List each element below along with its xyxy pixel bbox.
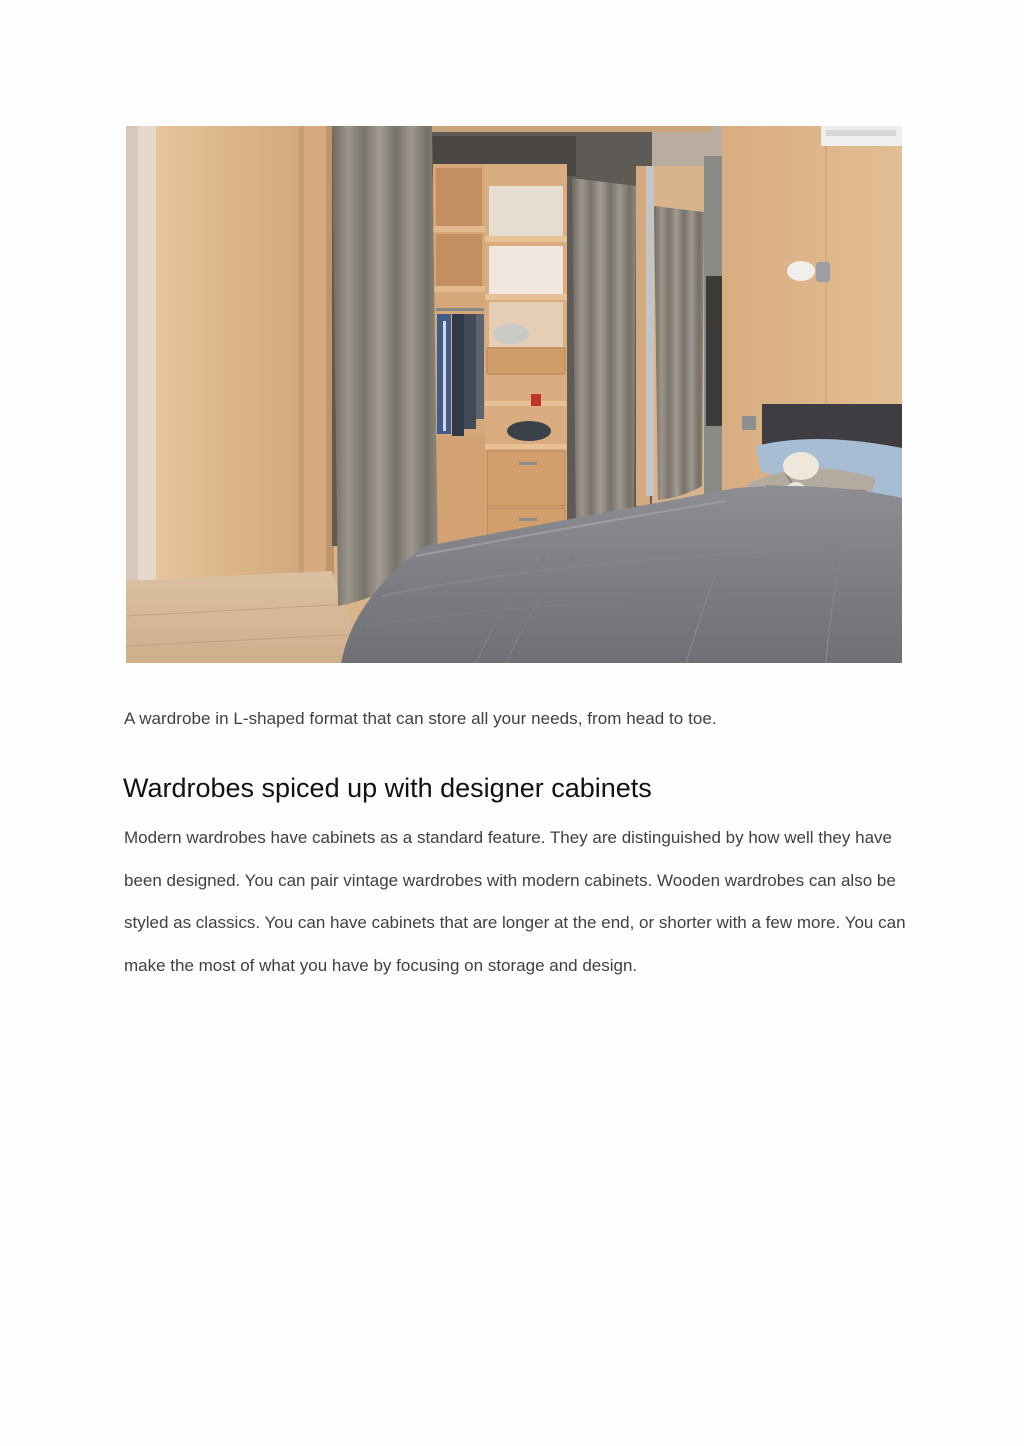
section-paragraph: Modern wardrobes have cabinets as a standard feature. They are distinguished by how well they have been designed. You can pair vintage wardrobes with modern cabinets. Wooden wardrobes can also be styled as classics. You can have cabinets that are longer at the end, or shorter with a few more. You can make the most of what you have by focusing on storage and design. — [124, 828, 906, 975]
image-caption: A wardrobe in L-shaped format that can store all your needs, from head to toe. — [124, 709, 717, 728]
bedroom-wardrobe-photo — [126, 126, 902, 663]
photo-illustration — [126, 126, 902, 663]
section-heading: Wardrobes spiced up with designer cabinets — [123, 773, 652, 803]
